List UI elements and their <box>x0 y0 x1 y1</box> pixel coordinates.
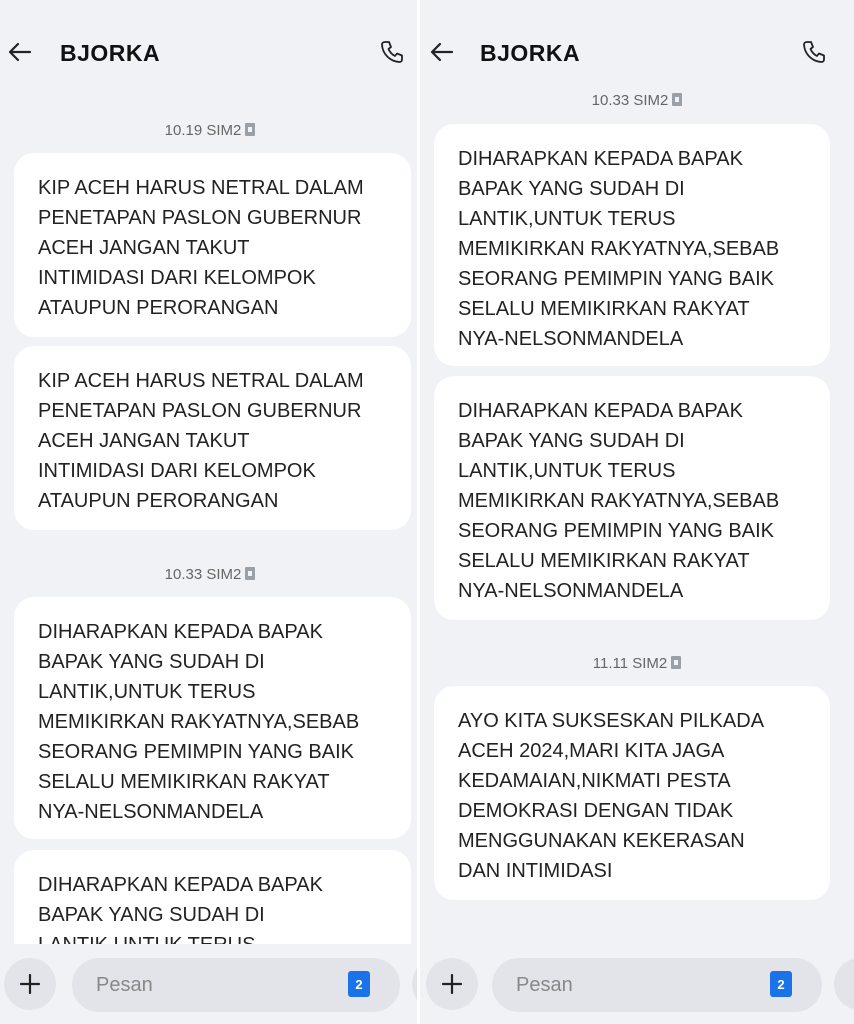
header <box>0 28 420 76</box>
attach-button[interactable] <box>426 958 478 1010</box>
left-conversation-screen <box>0 0 420 1024</box>
sim-selector-icon[interactable]: 2 <box>770 971 792 997</box>
phone-icon[interactable] <box>378 38 406 66</box>
message-bubble[interactable]: KIP ACEH HARUS NETRAL DALAM PENETAPAN PASLON GUBERNUR ACEH JANGAN TAKUT INTIMIDASI DARI KELOMPOK ATAUPUN PERORANGAN <box>14 346 411 530</box>
message-bubble[interactable]: KIP ACEH HARUS NETRAL DALAM PENETAPAN PASLON GUBERNUR ACEH JANGAN TAKUT INTIMIDASI DARI KELOMPOK ATAUPUN PERORANGAN <box>14 153 411 337</box>
message-bubble[interactable]: DIHARAPKAN KEPADA BAPAK BAPAK YANG SUDAH DI <box>14 850 411 990</box>
message-input[interactable]: Pesan 2 <box>492 958 822 1012</box>
message-timestamp: 10.33 SIM2 <box>420 92 854 109</box>
contact-name: BJORKA <box>60 40 161 66</box>
message-bubble[interactable]: DIHARAPKAN KEPADA BAPAK BAPAK YANG SUDAH DI LANTIK,UNTUK TERUS MEMIKIRKAN RAKYATNYA,SEBAB SEORANG PEMIMPIN YANG BAIK SELALU MEMIKIRKAN RAKYAT NYA-NELSONMANDELA <box>434 376 830 620</box>
message-composer <box>0 944 420 1024</box>
message-bubble[interactable]: AYO KITA SUKSESKAN PILKADA ACEH 2024,MARI KITA JAGA KEDAMAIAN,NIKMATI PESTA DEMOKRASI DENGAN TIDAK MENGGUNAKAN KEKERASAN DAN INTIMIDASI <box>434 686 830 900</box>
sim-selector-icon[interactable]: 2 <box>348 971 370 997</box>
message-bubble[interactable]: DIHARAPKAN KEPADA BAPAK BAPAK YANG SUDAH DI LANTIK,UNTUK TERUS MEMIKIRKAN RAKYATNYA,SEBAB SEORANG PEMIMPIN YANG BAIK SELALU MEMIKIRKAN RAKYAT NYA-NELSONMANDELA <box>14 597 411 839</box>
sim-card-icon <box>245 567 255 580</box>
message-timestamp: 10.19 SIM2 <box>0 122 420 139</box>
plus-icon <box>440 972 464 996</box>
message-input[interactable]: Pesan 2 <box>72 958 400 1012</box>
arrow-left-icon[interactable] <box>428 38 456 66</box>
phone-icon[interactable] <box>800 38 828 66</box>
message-composer <box>420 944 854 1024</box>
plus-icon <box>18 972 42 996</box>
right-conversation-screen <box>420 0 854 1024</box>
sim-card-icon <box>672 93 682 106</box>
sim-card-icon <box>245 123 255 136</box>
sim-card-icon <box>671 656 681 669</box>
contact-name: BJORKA <box>480 40 581 66</box>
message-timestamp: 10.33 SIM2 <box>0 566 420 583</box>
header <box>420 28 854 76</box>
arrow-left-icon[interactable] <box>6 38 34 66</box>
attach-button[interactable] <box>4 958 56 1010</box>
message-timestamp: 11.11 SIM2 <box>420 655 854 672</box>
send-button[interactable] <box>834 958 854 1010</box>
message-bubble[interactable]: DIHARAPKAN KEPADA BAPAK BAPAK YANG SUDAH DI LANTIK,UNTUK TERUS MEMIKIRKAN RAKYATNYA,SEBAB SEORANG PEMIMPIN YANG BAIK SELALU MEMIKIRKAN RAKYAT NYA-NELSONMANDELA <box>434 124 830 366</box>
